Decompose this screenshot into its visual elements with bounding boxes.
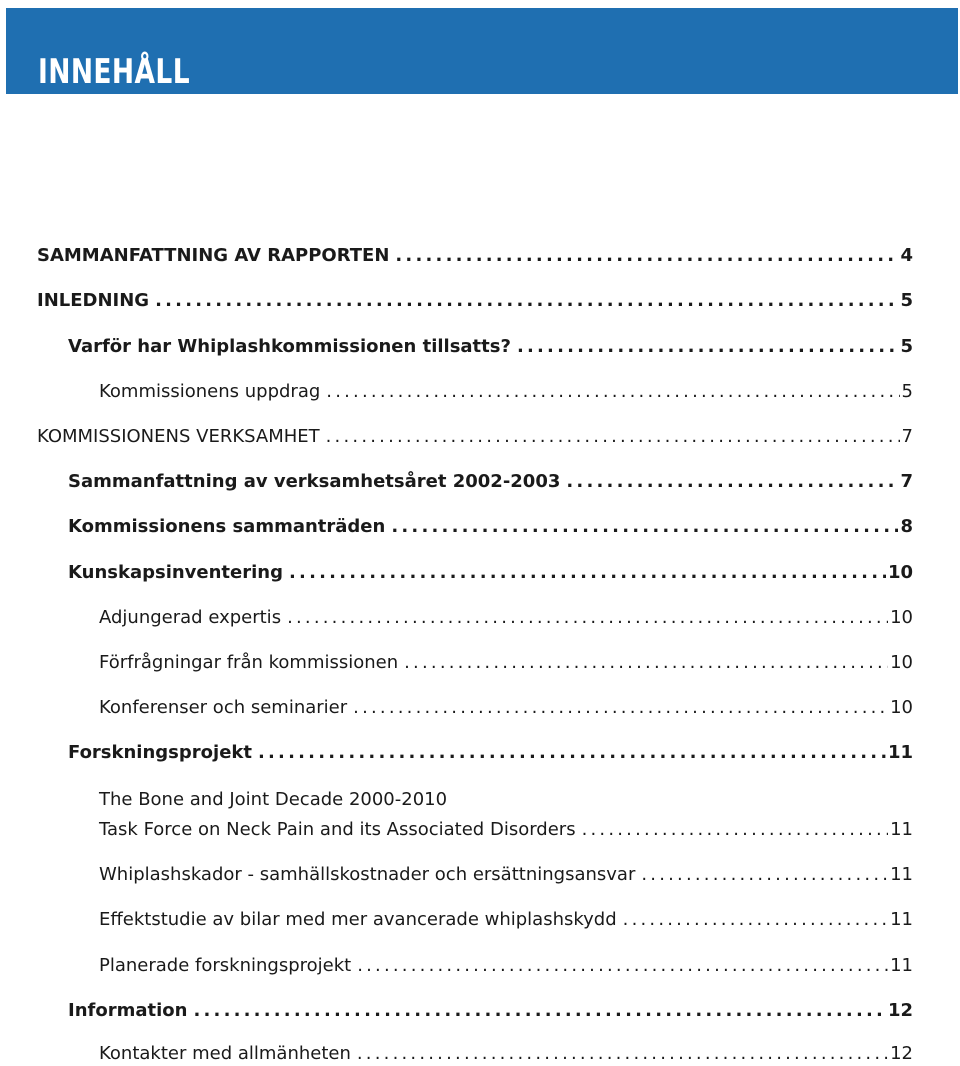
toc-page-number: 11 bbox=[890, 819, 913, 840]
toc-entry-adjungerad-expertis[interactable] bbox=[99, 606, 913, 630]
toc-entry-label: KOMMISSIONENS VERKSAMHET bbox=[37, 426, 320, 447]
toc-entry-label: Kommissionens sammanträden bbox=[68, 516, 386, 537]
toc-entry-planerade-forskningsprojekt[interactable] bbox=[99, 954, 913, 978]
dot-leader bbox=[258, 741, 886, 765]
dot-leader bbox=[357, 1042, 888, 1066]
toc-entry-effektstudie[interactable] bbox=[99, 908, 913, 932]
toc-entry-kommissionens-uppdrag[interactable] bbox=[99, 380, 913, 404]
toc-entry-kontakter-med-allmanheten[interactable] bbox=[99, 1042, 913, 1066]
toc-entry-label: Varför har Whiplashkommissionen tillsatts? bbox=[68, 336, 511, 357]
toc-entry-bone-and-joint-decade[interactable]: The Bone and Joint Decade 2000-2010 bbox=[99, 789, 448, 810]
page-title: INNEHÅLL bbox=[38, 52, 191, 92]
toc-entry-varfor-whiplashkommissionen[interactable] bbox=[68, 335, 913, 359]
toc-entry-information[interactable] bbox=[68, 999, 913, 1023]
toc-entry-inledning[interactable] bbox=[37, 289, 913, 313]
toc-entry-label: Information bbox=[68, 1000, 188, 1021]
toc-entry-label: INLEDNING bbox=[37, 290, 150, 311]
dot-leader bbox=[391, 515, 898, 539]
dot-leader bbox=[395, 244, 898, 268]
toc-entry-label: Konferenser och seminarier bbox=[99, 697, 348, 718]
toc-entry-konferenser-och-seminarier[interactable] bbox=[99, 696, 913, 720]
toc-page-number: 11 bbox=[890, 864, 913, 885]
toc-entry-sammanfattning-verksamhetsaret[interactable] bbox=[68, 470, 913, 494]
toc-entry-sammanfattning-av-rapporten[interactable] bbox=[37, 244, 913, 268]
dot-leader bbox=[326, 425, 900, 449]
dot-leader bbox=[287, 606, 888, 630]
toc-entry-label: Task Force on Neck Pain and its Associated Disorders bbox=[99, 819, 576, 840]
toc-page-number: 10 bbox=[887, 562, 913, 583]
toc-page-number: 7 bbox=[900, 471, 913, 492]
dot-leader bbox=[517, 335, 899, 359]
toc-page-number: 5 bbox=[901, 381, 913, 402]
toc-entry-kommissionens-verksamhet[interactable] bbox=[37, 425, 913, 449]
toc-entry-label: Kommissionens uppdrag bbox=[99, 381, 321, 402]
toc-entry-label: Adjungerad expertis bbox=[99, 607, 282, 628]
dot-leader bbox=[566, 470, 898, 494]
dot-leader bbox=[582, 818, 889, 842]
toc-page-number: 8 bbox=[900, 516, 913, 537]
toc-entry-whiplashskador[interactable] bbox=[99, 863, 913, 887]
toc-page-number: 12 bbox=[890, 1043, 913, 1064]
toc-entry-label: Whiplashskador - samhällskostnader och ersättningsansvar bbox=[99, 864, 636, 885]
toc-page-number: 12 bbox=[887, 1000, 913, 1021]
toc-entry-forskningsprojekt[interactable] bbox=[68, 741, 913, 765]
toc-entry-label: Planerade forskningsprojekt bbox=[99, 955, 352, 976]
dot-leader bbox=[353, 696, 888, 720]
dot-leader bbox=[641, 863, 888, 887]
toc-entry-label: Forskningsprojekt bbox=[68, 742, 252, 763]
dot-leader bbox=[193, 999, 885, 1023]
dot-leader bbox=[404, 651, 888, 675]
dot-leader bbox=[357, 954, 888, 978]
toc-entry-kunskapsinventering[interactable] bbox=[68, 561, 913, 585]
toc-entry-label: SAMMANFATTNING AV RAPPORTEN bbox=[37, 245, 390, 266]
toc-entry-task-force-neck-pain[interactable] bbox=[99, 818, 913, 842]
toc-page-number: 10 bbox=[890, 697, 913, 718]
toc-page-number: 11 bbox=[890, 909, 913, 930]
toc-entry-label: Effektstudie av bilar med mer avancerade whiplashskydd bbox=[99, 909, 617, 930]
toc-page-number: 11 bbox=[887, 742, 913, 763]
toc-entry-kommissionens-sammantraden[interactable] bbox=[68, 515, 913, 539]
dot-leader bbox=[155, 289, 898, 313]
dot-leader bbox=[289, 561, 886, 585]
toc-page-number: 5 bbox=[900, 290, 913, 311]
toc-entry-forfragningar[interactable] bbox=[99, 651, 913, 675]
toc-entry-label: Kontakter med allmänheten bbox=[99, 1043, 351, 1064]
dot-leader bbox=[326, 380, 899, 404]
toc-page-number: 10 bbox=[890, 652, 913, 673]
toc-page-number: 11 bbox=[890, 955, 913, 976]
dot-leader bbox=[623, 908, 888, 932]
toc-entry-label: Kunskapsinventering bbox=[68, 562, 283, 583]
toc-entry-label: Förfrågningar från kommissionen bbox=[99, 652, 399, 673]
toc-page-number: 7 bbox=[901, 426, 913, 447]
toc-page-number: 5 bbox=[900, 336, 913, 357]
toc-page-number: 4 bbox=[900, 245, 913, 266]
toc-page-number: 10 bbox=[890, 607, 913, 628]
toc-entry-label: Sammanfattning av verksamhetsåret 2002-2003 bbox=[68, 471, 561, 492]
